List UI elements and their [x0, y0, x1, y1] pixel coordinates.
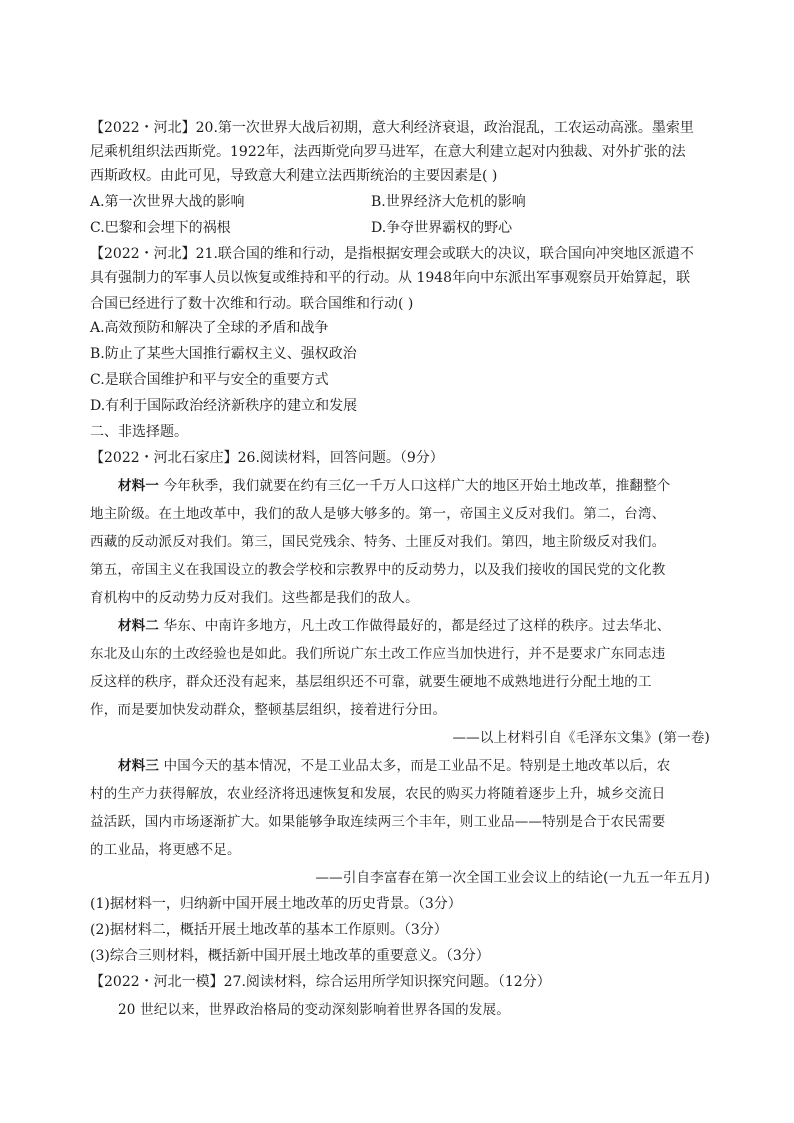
q20-stem-line-2: 尼乘机组织法西斯党。1922年，法西斯党向罗马进军，在意大利建立起对内独裁、对外扩张的法 — [90, 144, 686, 160]
q20-option-c: C.巴黎和会埋下的祸根 — [90, 220, 231, 236]
q21-option-b: B.防止了某些大国推行霸权主义、强权政治 — [90, 346, 357, 362]
q26-material-2-line-1 — [118, 616, 671, 636]
q26-header: 【2022・河北石家庄】26.阅读材料，回答问题。（9分） — [90, 450, 444, 466]
q26-material-1-line-2: 地主阶级。在土地改革中，我们的敌人是够大够多的。第一，帝国主义反对我们。第二，台湾、 — [90, 506, 666, 522]
q20-stem-line-3: 西斯政权。由此可见，导致意大利建立法西斯统治的主要因素是( ) — [90, 168, 498, 184]
q26-material-1-line-1 — [118, 476, 671, 496]
q21-stem-line-2: 具有强制力的军事人员以恢复或维持和平的行动。从 1948年向中东派出军事观察员开始算起，联 — [90, 270, 691, 286]
material-3-text: 中国今天的基本情况，不是工业品太多，而是工业品不足。特别是土地改革以后，农 — [159, 758, 671, 774]
q26-material-2-line-4: 作，而是要加快发动群众，整顿基层组织，接着进行分田。 — [90, 702, 447, 718]
material-1-label: 材料一 — [118, 478, 160, 494]
q27-header: 【2022・河北一模】27.阅读材料，综合运用所学知识探究问题。（12分） — [90, 974, 551, 990]
q26-subquestion-1: (1)据材料一，归纳新中国开展土地改革的历史背景。（3分） — [90, 896, 462, 912]
q26-material-3-line-1 — [118, 756, 671, 776]
q20-option-d: D.争夺世界霸权的野心 — [371, 220, 513, 236]
q20-option-b: B.世界经济大危机的影响 — [371, 194, 526, 210]
q21-option-d: D.有利于国际政治经济新秩序的建立和发展 — [90, 398, 358, 414]
q21-option-a: A.高效预防和解决了全球的矛盾和战争 — [90, 320, 329, 336]
q26-material-2-source: ——以上材料引自《毛泽东文集》(第一卷) — [452, 730, 710, 746]
q20-option-a: A.第一次世界大战的影响 — [90, 194, 245, 210]
q27-intro: 20 世纪以来，世界政治格局的变动深刻影响着世界各国的发展。 — [118, 1002, 510, 1018]
q26-material-3-line-3: 益活跃，国内市场逐渐扩大。如果能够争取连续两三个丰年，则工业品——特别是合于农民需要 — [90, 814, 666, 830]
q26-material-2-line-2: 东北及山东的土改经验也是如此。我们所说广东土改工作应当加快进行，并不是要求广东同志违 — [90, 646, 666, 662]
q26-material-3-line-2: 村的生产力获得解放，农业经济将迅速恢复和发展，农民的购买力将随着逐步上升，城乡交流日 — [90, 786, 666, 802]
material-2-label: 材料二 — [118, 618, 160, 634]
q26-material-2-line-3: 反这样的秩序，群众还没有起来，基层组织还不可靠，就要生硬地不成熟地进行分配土地的工 — [90, 674, 652, 690]
q26-subquestion-3: (3)综合三则材料，概括新中国开展土地改革的重要意义。（3分） — [90, 948, 490, 964]
q20-stem-line-1: 【2022・河北】20.第一次世界大战后初期，意大利经济衰退，政治混乱，工农运动高涨。墨索里 — [90, 120, 694, 136]
q26-material-1-line-3: 西藏的反动派反对我们。第三，国民党残余、特务、土匪反对我们。第四，地主阶级反对我们。 — [90, 534, 666, 550]
q26-material-3-line-4: 的工业品，将更感不足。 — [90, 842, 241, 858]
material-2-text: 华东、中南许多地方，凡土改工作做得最好的，都是经过了这样的秩序。过去华北、 — [159, 618, 671, 634]
q26-material-1-line-5: 育机构中的反动势力反对我们。这些都是我们的敌人。 — [90, 590, 419, 606]
q26-material-1-line-4: 第五，帝国主义在我国设立的教会学校和宗教界中的反动势力，以及我们接收的国民党的文化教 — [90, 562, 666, 578]
material-1-text: 今年秋季，我们就要在约有三亿一千万人口这样广大的地区开始土地改革，推翻整个 — [159, 478, 671, 494]
q26-subquestion-2: (2)据材料二，概括开展土地改革的基本工作原则。（3分） — [90, 922, 448, 938]
q21-option-c: C.是联合国维护和平与安全的重要方式 — [90, 372, 329, 388]
material-3-label: 材料三 — [118, 758, 160, 774]
q26-material-3-source: ——引自李富春在第一次全国工业会议上的结论(一九五一年五月) — [315, 870, 710, 886]
section-heading: 二、非选择题。 — [90, 424, 188, 440]
q21-stem-line-1: 【2022・河北】21.联合国的维和行动，是指根据安理会或联大的决议，联合国向冲突地区派遣不 — [90, 246, 694, 262]
q21-stem-line-3: 合国已经进行了数十次维和行动。联合国维和行动( ) — [90, 296, 414, 312]
